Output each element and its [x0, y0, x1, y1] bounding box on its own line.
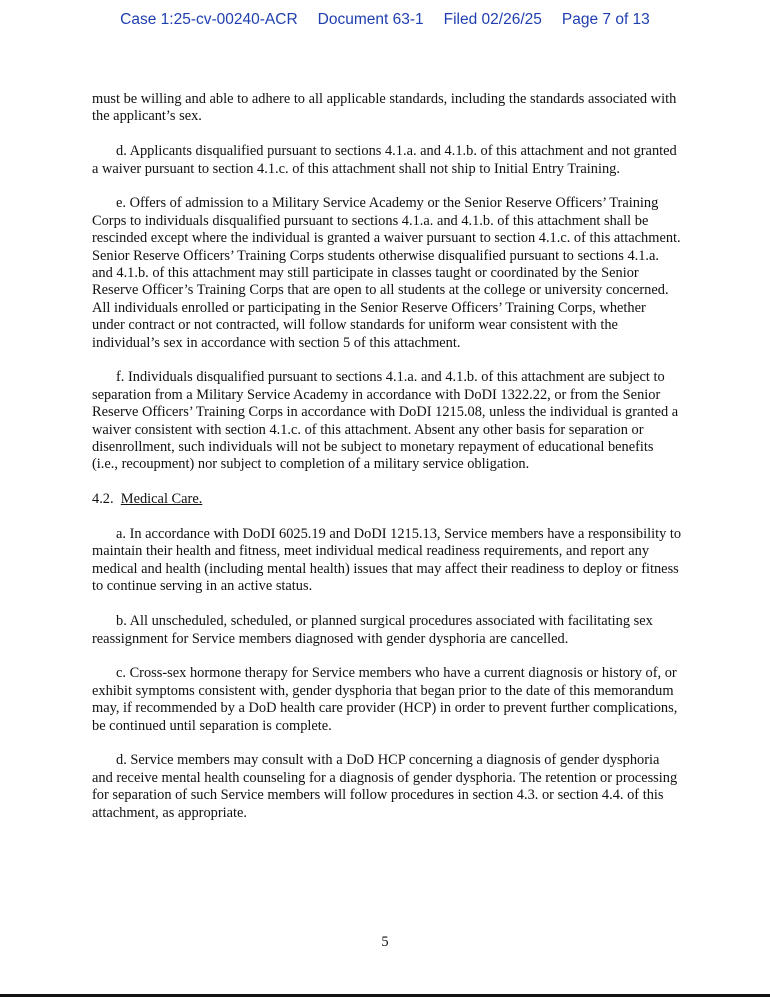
- section-title: Medical Care.: [120, 491, 203, 508]
- case-header: [0, 11, 770, 29]
- paragraph-f: f. Individuals disqualified pursuant to sections 4.1.a. and 4.1.b. of this attachment are subject to separation from a Military Service Academy in accordance with DoDI 1322.22, or from the Senior Reserve Officers’ Training Corps in accordance with DoDI 1215.08, unless the individual is granted a waiver consistent with section 4.1.c. of this attachment. Absent any other basis for separation or disenrollment, such individuals will not be subject to monetary repayment of educational benefits (i.e., recoupment) nor subject to completion of a military service obligation.: [92, 369, 679, 473]
- paragraph-d: d. Applicants disqualified pursuant to sections 4.1.a. and 4.1.b. of this attachment and not granted a waiver pursuant to section 4.1.c. of this attachment shall not ship to Initial Entry Training.: [92, 143, 677, 177]
- section-heading: [92, 491, 682, 508]
- medical-paragraph-b: b. All unscheduled, scheduled, or planned surgical procedures associated with facilitating sex reassignment for Service members diagnosed with gender dysphoria are cancelled.: [92, 613, 653, 647]
- document-body: [92, 91, 682, 839]
- filed-date: Filed 02/26/25: [443, 11, 542, 28]
- document-number: Document 63-1: [317, 11, 424, 28]
- bottom-rule: [0, 994, 770, 997]
- page-count: Page 7 of 13: [561, 11, 650, 28]
- medical-paragraph-c: c. Cross-sex hormone therapy for Service members who have a current diagnosis or history of, or exhibit symptoms consistent with, gender dysphoria that began prior to the date of this memorandum may, if recommended by a DoD health care provider (HCP) in order to prevent further complications, be continued until separation is complete.: [92, 665, 678, 734]
- page-number: 5: [381, 934, 389, 950]
- section-number: 4.2.: [92, 491, 114, 508]
- medical-paragraph-a: a. In accordance with DoDI 6025.19 and DoDI 1215.13, Service members have a responsibility to maintain their health and fitness, meet individual medical readiness requirements, and report any medical and health (including mental health) issues that may affect their readiness to deploy or fitness to continue serving in an active status.: [92, 526, 682, 595]
- medical-paragraph-d: d. Service members may consult with a DoD HCP concerning a diagnosis of gender dysphoria and receive mental health counseling for a diagnosis of gender dysphoria. The retention or processing for separation of such Service members will follow procedures in section 4.3. or section 4.4. of this attachment, as appropriate.: [92, 752, 678, 821]
- case-number: Case 1:25-cv-00240-ACR: [120, 11, 298, 28]
- paragraph-continuation: must be willing and able to adhere to all applicable standards, including the standards associated with the applicant’s sex.: [92, 91, 677, 125]
- paragraph-e: e. Offers of admission to a Military Service Academy or the Senior Reserve Officers’ Training Corps to individuals disqualified pursuant to sections 4.1.a. and 4.1.b. of this attachment shall be rescinded except where the individual is granted a waiver pursuant to section 4.1.c. of this attachment. Senior Reserve Officers’ Training Corps students otherwise disqualified pursuant to sections 4.1.a. and 4.1.b. of this attachment may still participate in classes taught or coordinated by the Senior Reserve Officer’s Training Corps that are open to all students at the college or university concerned. All individuals enrolled or participating in the Senior Reserve Officers’ Training Corps, whether under contract or not contracted, will follow standards for uniform wear consistent with the individual’s sex in accordance with section 5 of this attachment.: [92, 195, 681, 351]
